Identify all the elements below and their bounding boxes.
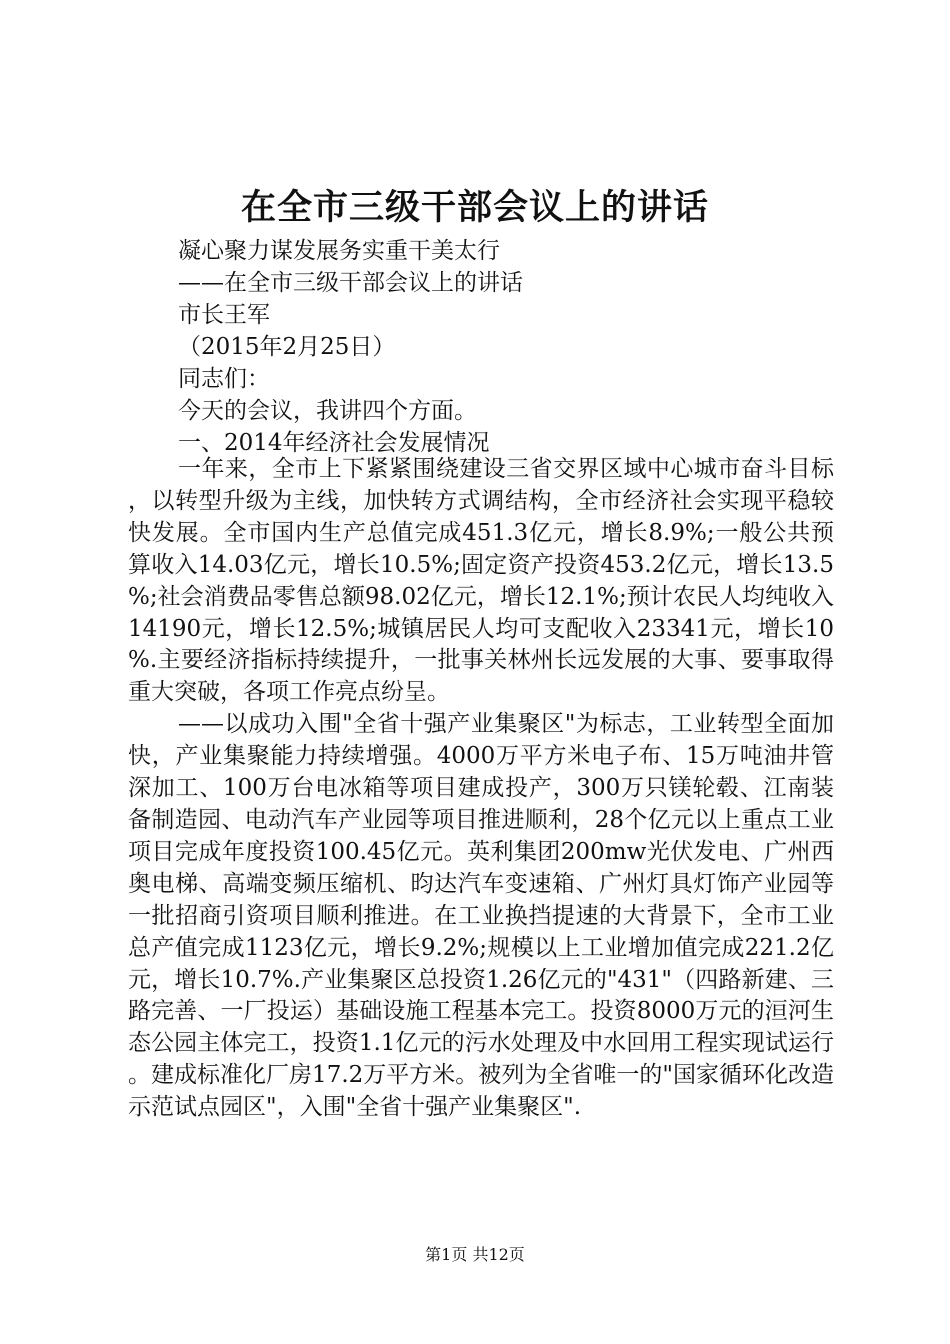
body-text xyxy=(128,454,834,1124)
document-title: 在全市三级干部会议上的讲话 xyxy=(240,187,709,228)
intro-sentence: 今天的会议，我讲四个方面。 xyxy=(178,398,477,424)
speaker-name: 市长王军 xyxy=(178,302,270,328)
paragraph-overview: 一年来，全市上下紧紧围绕建设三省交界区域中心城市奋斗目标，以转型升级为主线，加快转方式调结构，全市经济社会实现平稳较快发展。全市国内生产总值完成451.3亿元，增长8.9%;一般公共预算收入14.03亿元，增长10.5%;固定资产投资453.2亿元，增长13.5%;社会消费品零售总额98.02亿元，增长12.1%;预计农民人均纯收入14190元，增长12.5%;城镇居民人均可支配收入23341元，增长10%.主要经济指标持续提升，一批事关林州长远发展的大事、要事取得重大突破，各项工作亮点纷呈。 xyxy=(128,456,834,706)
salutation: 同志们： xyxy=(178,366,270,392)
speech-subtitle: 凝心聚力谋发展务实重干美太行 xyxy=(178,238,500,264)
speech-date: （2015年2月25日） xyxy=(178,334,396,360)
page-footer: 第1页 共12页 xyxy=(425,1245,525,1264)
speech-subtitle-secondary: ——在全市三级干部会议上的讲话 xyxy=(178,270,523,296)
section-heading: 一、2014年经济社会发展情况 xyxy=(178,430,490,456)
paragraph-industry: ——以成功入围"全省十强产业集聚区"为标志，工业转型全面加快，产业集聚能力持续增强。4000万平方米电子布、15万吨油井管深加工、100万台电冰箱等项目建成投产，300万只镁轮毂、江南装备制造园、电动汽车产业园等项目推进顺利，28个亿元以上重点工业项目完成年度投资100.45亿元。英利集团200mw光伏发电、广州西奥电梯、高端变频压缩机、昀达汽车变速箱、广州灯具灯饰产业园等一批招商引资项目顺利推进。在工业换挡提速的大背景下，全市工业总产值完成1123亿元，增长9.2%;规模以上工业增加值完成221.2亿元，增长10.7%.产业集聚区总投资1.26亿元的"431"（四路新建、三路完善、一厂投运）基础设施工程基本完工。投资8000万元的洹河生态公园主体完工，投资1.1亿元的污水处理及中水回用工程实现试运行。建成标准化厂房17.2万平方米。被列为全省唯一的"国家循环化改造示范试点园区"，入围"全省十强产业集聚区". xyxy=(128,711,834,1121)
